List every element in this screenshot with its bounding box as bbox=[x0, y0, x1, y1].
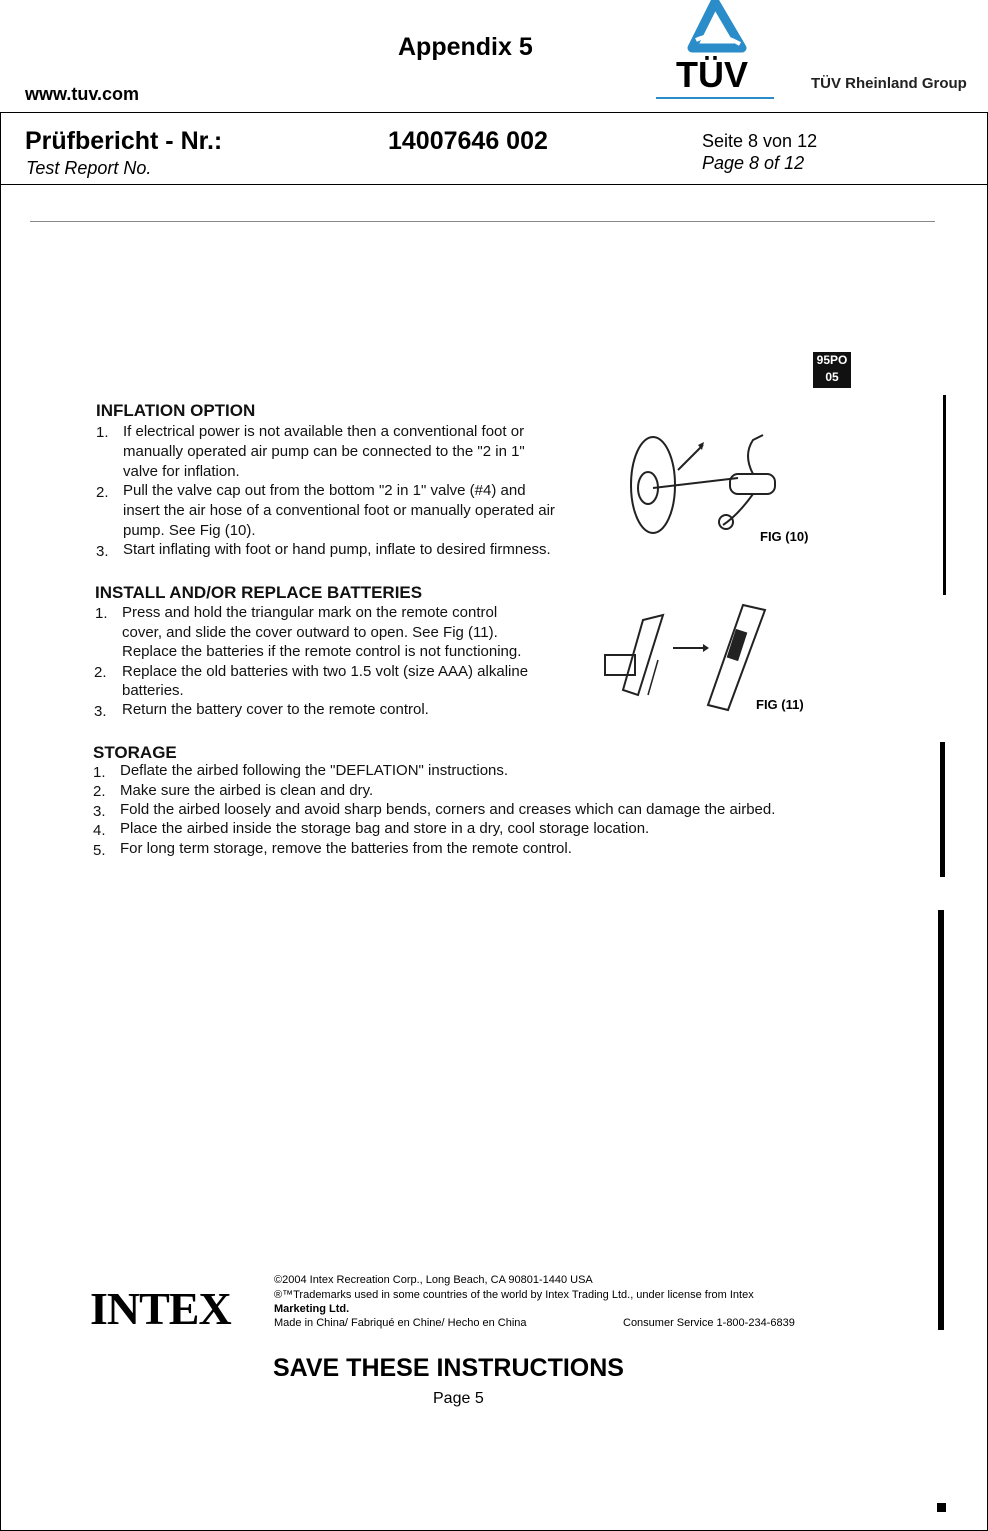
tuv-logo-text: TÜV bbox=[676, 54, 748, 95]
copyright: ©2004 Intex Recreation Corp., Long Beach, CA 90801-1440 USA bbox=[274, 1274, 593, 1286]
item-text: valve for inflation. bbox=[123, 463, 240, 480]
consumer-service: Consumer Service 1-800-234-6839 bbox=[623, 1317, 795, 1329]
manual-page-number: Page 5 bbox=[433, 1390, 484, 1407]
tuv-logo bbox=[656, 0, 774, 102]
report-number: 14007646 002 bbox=[388, 127, 548, 155]
item-text: Make sure the airbed is clean and dry. bbox=[120, 782, 374, 799]
item-number: 3. bbox=[96, 543, 109, 560]
storage-heading: STORAGE bbox=[93, 743, 177, 762]
item-number: 2. bbox=[96, 484, 109, 501]
appendix-title: Appendix 5 bbox=[398, 33, 533, 61]
website: www.tuv.com bbox=[25, 84, 140, 104]
fig-11-label: FIG (11) bbox=[756, 697, 804, 712]
item-text: batteries. bbox=[122, 682, 184, 699]
page-en: Page 8 of 12 bbox=[702, 153, 805, 173]
item-text: Deflate the airbed following the "DEFLATION" instructions. bbox=[120, 762, 509, 779]
report-label-en: Test Report No. bbox=[26, 158, 152, 178]
item-number: 3. bbox=[94, 703, 107, 720]
inflation-heading: INFLATION OPTION bbox=[96, 401, 256, 420]
item-text: Press and hold the triangular mark on the remote control bbox=[122, 604, 498, 621]
trademark-cont: Marketing Ltd. bbox=[274, 1303, 350, 1315]
pump-valve-illustration bbox=[618, 430, 798, 545]
item-text: For long term storage, remove the batteries from the remote control. bbox=[120, 840, 572, 857]
report-label-de: Prüfbericht - Nr.: bbox=[25, 127, 223, 155]
item-text: manually operated air pump can be connected to the "2 in 1" bbox=[123, 443, 525, 460]
item-text: Return the battery cover to the remote control. bbox=[122, 701, 429, 718]
save-instructions: SAVE THESE INSTRUCTIONS bbox=[273, 1354, 624, 1382]
item-text: Place the airbed inside the storage bag and store in a dry, cool storage location. bbox=[120, 820, 650, 837]
item-text: cover, and slide the cover outward to open. See Fig (11). bbox=[122, 624, 498, 641]
item-text: insert the air hose of a conventional foot or manually operated air bbox=[123, 502, 555, 519]
item-text: pump. See Fig (10). bbox=[123, 522, 256, 539]
tuv-triangle-icon bbox=[656, 0, 774, 60]
group-name: TÜV Rheinland Group bbox=[811, 75, 967, 92]
item-text: Replace the batteries if the remote control is not functioning. bbox=[122, 643, 522, 660]
model-badge bbox=[813, 352, 851, 388]
item-number: 1. bbox=[93, 764, 106, 781]
item-number: 1. bbox=[95, 605, 108, 622]
item-number: 2. bbox=[94, 664, 107, 681]
badge-line2: 05 bbox=[825, 370, 839, 384]
intex-logo: INTEX bbox=[90, 1283, 231, 1334]
item-text: Replace the old batteries with two 1.5 volt (size AAA) alkaline bbox=[122, 663, 529, 680]
made-in: Made in China/ Fabriqué en Chine/ Hecho en China bbox=[274, 1317, 527, 1329]
item-number: 3. bbox=[93, 803, 106, 820]
batteries-heading: INSTALL AND/OR REPLACE BATTERIES bbox=[95, 583, 423, 602]
remote-battery-illustration bbox=[603, 600, 773, 722]
item-text: Fold the airbed loosely and avoid sharp bends, corners and creases which can damage the airbed. bbox=[120, 801, 776, 818]
trademark: ®™Trademarks used in some countries of the world by Intex Trading Ltd., under license from Intex bbox=[274, 1289, 754, 1301]
item-number: 4. bbox=[93, 822, 106, 839]
item-number: 5. bbox=[93, 842, 106, 859]
page-de: Seite 8 von 12 bbox=[702, 131, 818, 151]
item-number: 1. bbox=[96, 424, 109, 441]
item-text: Pull the valve cap out from the bottom "2 in 1" valve (#4) and bbox=[123, 482, 526, 499]
fig-10-label: FIG (10) bbox=[760, 529, 809, 544]
badge-line1: 95PO bbox=[816, 353, 848, 367]
item-number: 2. bbox=[93, 783, 106, 800]
item-text: If electrical power is not available then a conventional foot or bbox=[123, 423, 525, 440]
item-text: Start inflating with foot or hand pump, inflate to desired firmness. bbox=[123, 541, 551, 558]
